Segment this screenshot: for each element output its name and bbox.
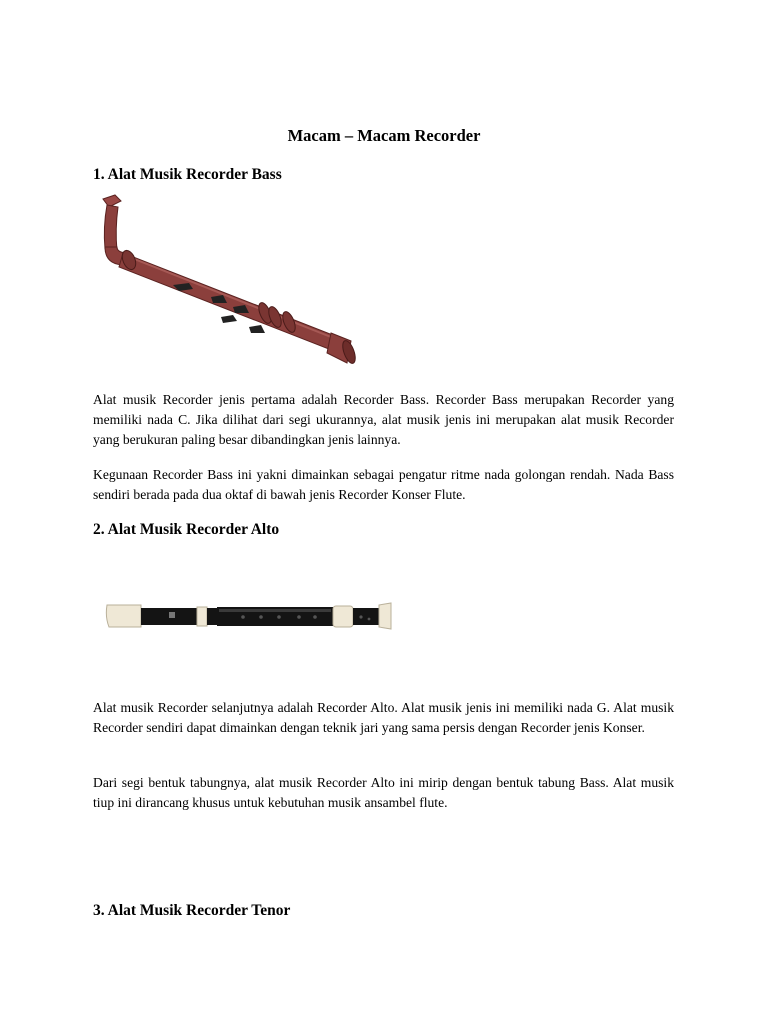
bass-paragraph-2: Kegunaan Recorder Bass ini yakni dimainkan sebagai pengatur ritme nada golongan rendah. Nada Bass sendiri berada pada dua oktaf di bawah jenis Recorder Konser Flute. bbox=[93, 467, 674, 503]
section-heading-alto: 2. Alat Musik Recorder Alto bbox=[93, 521, 280, 538]
section-heading-bass: 1. Alat Musik Recorder Bass bbox=[93, 166, 282, 183]
alto-recorder-image bbox=[93, 545, 398, 688]
bass-paragraph-1: Alat musik Recorder jenis pertama adalah Recorder Bass. Recorder Bass merupakan Recorder yang memiliki nada C. Jika dilihat dari segi ukurannya, alat musik jenis ini merupakan alat musik Recorder yang berukuran paling besar dibandingkan jenis lainnya. bbox=[93, 392, 674, 448]
section-heading-tenor: 3. Alat Musik Recorder Tenor bbox=[93, 902, 291, 919]
alto-paragraph-2: Dari segi bentuk tabungnya, alat musik Recorder Alto ini mirip dengan bentuk tabung Bass. Alat musik tiup ini dirancang khusus untuk kebutuhan musik ansambel flute. bbox=[93, 775, 674, 811]
page-title: Macam – Macam Recorder bbox=[287, 126, 481, 145]
bass-recorder-image bbox=[93, 187, 363, 370]
alto-paragraph-1: Alat musik Recorder selanjutnya adalah Recorder Alto. Alat musik jenis ini memiliki nada G. Alat musik Recorder sendiri dapat dimainkan dengan teknik jari yang sama persis dengan Recorder jenis Konser. bbox=[93, 700, 674, 736]
